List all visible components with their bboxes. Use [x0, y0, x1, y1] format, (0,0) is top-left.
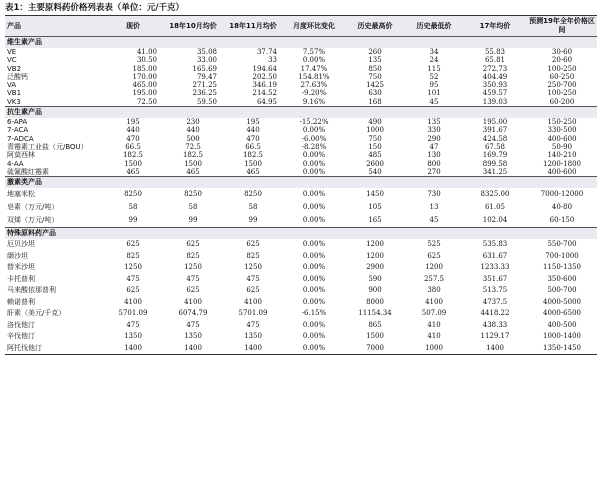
value-cell: 440 — [186, 126, 200, 135]
value-cell: 899.58 — [482, 159, 508, 168]
table-row — [5, 274, 597, 286]
value-cell: 59.50 — [196, 97, 217, 106]
value-cell: 1200 — [366, 240, 384, 249]
value-cell: 825 — [126, 251, 140, 260]
value-cell: 475 — [126, 320, 140, 329]
value-cell: 135 — [427, 118, 441, 127]
value-cell: 67.58 — [484, 142, 506, 151]
product-name-cell: VB1 — [7, 89, 22, 98]
section-title: 特殊原料药产品 — [5, 228, 597, 240]
value-cell: 400-600 — [547, 134, 577, 143]
value-cell: 540 — [368, 167, 382, 176]
product-name-cell: 6-APA — [7, 118, 28, 127]
value-cell: 0.00% — [302, 251, 326, 260]
section-header-row — [5, 107, 597, 119]
value-cell: 195 — [246, 118, 260, 127]
value-cell: 8250 — [244, 190, 262, 199]
value-cell: 490 — [368, 118, 382, 127]
table-row — [5, 81, 597, 89]
value-cell: 825 — [246, 251, 260, 260]
product-name-cell: 地塞米松 — [7, 190, 35, 199]
value-cell: 625 — [126, 240, 140, 249]
value-cell: 850 — [368, 64, 382, 73]
value-cell: 400-600 — [547, 167, 577, 176]
header-row — [5, 16, 597, 37]
value-cell: 272.73 — [482, 64, 508, 73]
value-cell: -8.28% — [301, 142, 327, 151]
table-row — [5, 151, 597, 159]
value-cell: 410 — [427, 320, 441, 329]
value-cell: 0.00% — [302, 126, 326, 135]
value-cell: 475 — [246, 320, 260, 329]
product-name-cell: 皂素（万元/吨） — [7, 203, 59, 212]
value-cell: -6.15% — [301, 309, 327, 318]
value-cell: 625 — [126, 286, 140, 295]
value-cell: 550-700 — [547, 240, 577, 249]
value-cell: 214.52 — [252, 89, 277, 98]
value-cell: 170.00 — [132, 72, 157, 81]
value-cell: 37.74 — [256, 48, 277, 56]
value-cell: -9.20% — [301, 89, 327, 98]
value-cell: 165.69 — [192, 64, 217, 73]
value-cell: 0.00% — [302, 274, 326, 283]
value-cell: 630 — [368, 89, 382, 98]
column-header: 月度环比变化 — [283, 16, 345, 37]
value-cell: 825 — [186, 251, 200, 260]
value-cell: 330-500 — [547, 126, 577, 135]
value-cell: 1500 — [184, 159, 202, 168]
value-cell: 250-700 — [547, 81, 577, 90]
value-cell: 465 — [186, 167, 200, 176]
value-cell: 30-60 — [551, 48, 573, 56]
table-row — [5, 48, 597, 56]
value-cell: 470 — [126, 134, 140, 143]
column-header: 预测19年全年价格区间 — [527, 16, 597, 37]
product-name-cell: 双烯（万元/吨） — [7, 216, 59, 225]
value-cell: 139.03 — [482, 97, 508, 106]
value-cell: 0.00% — [302, 320, 326, 329]
value-cell: 700-1000 — [545, 251, 579, 260]
value-cell: 1500 — [124, 159, 142, 168]
value-cell: 625 — [246, 240, 260, 249]
table-row — [5, 73, 597, 81]
value-cell: 0.00% — [302, 332, 326, 341]
value-cell: 400-500 — [547, 320, 577, 329]
product-name-cell: 7-ADCA — [7, 134, 34, 143]
value-cell: 0.00% — [302, 263, 326, 272]
value-cell: 195 — [126, 118, 140, 127]
product-name-cell: VE — [7, 48, 17, 56]
product-name-cell: VK3 — [7, 97, 21, 106]
value-cell: 105 — [368, 203, 382, 212]
value-cell: 4100 — [124, 297, 142, 306]
value-cell: 7000-12000 — [540, 190, 584, 199]
value-cell: 1500 — [366, 332, 384, 341]
value-cell: 99 — [128, 216, 138, 225]
value-cell: 507.09 — [421, 309, 447, 318]
value-cell: 182.5 — [122, 151, 144, 160]
value-cell: 1000-1400 — [543, 332, 581, 341]
value-cell: 99 — [188, 216, 198, 225]
value-cell: 60-250 — [549, 72, 575, 81]
value-cell: 290 — [427, 134, 441, 143]
value-cell: 150 — [368, 142, 382, 151]
value-cell: 500-700 — [547, 286, 577, 295]
value-cell: 525 — [427, 240, 441, 249]
value-cell: 730 — [427, 190, 441, 199]
value-cell: 79.47 — [196, 72, 217, 81]
value-cell: 750 — [368, 134, 382, 143]
value-cell: 4100 — [425, 297, 443, 306]
table-row — [5, 160, 597, 168]
product-name-cell: 阿莫西林 — [7, 151, 35, 160]
value-cell: 130 — [427, 151, 441, 160]
value-cell: 169.79 — [482, 151, 508, 160]
value-cell: 1000 — [405, 343, 463, 355]
value-cell: 4737.5 — [482, 297, 508, 306]
value-cell: 625 — [427, 251, 441, 260]
value-cell: 631.67 — [482, 251, 508, 260]
value-cell: 8000 — [366, 297, 384, 306]
value-cell: 4000-6500 — [543, 309, 581, 318]
value-cell: 40-80 — [551, 203, 573, 212]
value-cell: 350-600 — [547, 274, 577, 283]
value-cell: 8325.00 — [480, 190, 510, 199]
column-header: 历史最低价 — [405, 16, 463, 37]
value-cell: 95 — [429, 81, 439, 90]
value-cell: 475 — [186, 320, 200, 329]
value-cell: 6074.79 — [178, 309, 208, 318]
table-row — [5, 308, 597, 320]
value-cell: 0.00% — [302, 216, 326, 225]
value-cell: 0.00% — [283, 343, 345, 355]
value-cell: 194.64 — [252, 64, 277, 73]
table-row — [5, 239, 597, 251]
value-cell: 1250 — [184, 263, 202, 272]
value-cell: 1350 — [244, 332, 262, 341]
value-cell: 438.33 — [482, 320, 508, 329]
value-cell: 330 — [427, 126, 441, 135]
column-header: 产品 — [5, 16, 103, 37]
product-name-cell: 马来酸依那普利 — [7, 286, 56, 295]
value-cell: 2900 — [366, 263, 384, 272]
value-cell: 65.81 — [484, 56, 506, 65]
column-header: 现价 — [103, 16, 163, 37]
value-cell: 1200 — [366, 251, 384, 260]
value-cell: 257.5 — [423, 274, 445, 283]
value-cell: 1350 — [124, 332, 142, 341]
value-cell: 45 — [429, 216, 439, 225]
value-cell: 270 — [427, 167, 441, 176]
product-name-cell: 缬沙坦 — [7, 251, 28, 260]
value-cell: -15.22% — [299, 118, 329, 127]
value-cell: 750 — [368, 72, 382, 81]
value-cell: 230 — [186, 118, 200, 127]
value-cell: 20-60 — [551, 56, 573, 65]
value-cell: 1400 — [163, 343, 223, 355]
value-cell: 115 — [427, 64, 441, 73]
value-cell: 45 — [429, 97, 439, 106]
value-cell: 100-250 — [547, 89, 577, 98]
product-name-cell: 洛伐他汀 — [7, 320, 35, 329]
value-cell: 135 — [368, 56, 382, 65]
value-cell: 1400 — [103, 343, 163, 355]
value-cell: 1200 — [425, 263, 443, 272]
value-cell: 34 — [429, 48, 439, 56]
value-cell: 1250 — [244, 263, 262, 272]
value-cell: 350.93 — [482, 81, 508, 90]
value-cell: 195.00 — [482, 118, 508, 127]
value-cell: 1129.17 — [480, 332, 510, 341]
column-header: 17年均价 — [463, 16, 527, 37]
value-cell: 165 — [368, 216, 382, 225]
value-cell: 341.25 — [482, 167, 508, 176]
price-table — [5, 15, 597, 355]
product-name-cell: VA — [7, 81, 17, 90]
table-row — [5, 98, 597, 107]
value-cell: 0.00% — [302, 167, 326, 176]
value-cell: 61.05 — [484, 203, 506, 212]
value-cell: 58 — [128, 203, 138, 212]
value-cell: 27.63% — [300, 81, 328, 90]
value-cell: 513.75 — [482, 286, 508, 295]
value-cell: 625 — [186, 240, 200, 249]
table-row — [5, 168, 597, 177]
table-row — [5, 320, 597, 332]
value-cell: 5701.09 — [118, 309, 148, 318]
value-cell: 58 — [248, 203, 258, 212]
value-cell: 475 — [126, 274, 140, 283]
value-cell: 470 — [246, 134, 260, 143]
value-cell: 4000-5000 — [543, 297, 581, 306]
value-cell: 1000 — [366, 126, 384, 135]
value-cell: 900 — [368, 286, 382, 295]
value-cell: 465 — [126, 167, 140, 176]
value-cell: 440 — [246, 126, 260, 135]
value-cell: 424.58 — [482, 134, 508, 143]
value-cell: 1250 — [124, 263, 142, 272]
value-cell: 5701.09 — [238, 309, 268, 318]
column-header: 18年10月均价 — [163, 16, 223, 37]
value-cell: 1400 — [463, 343, 527, 355]
table-row — [5, 214, 597, 228]
table-row — [5, 331, 597, 343]
product-name-cell: 赖诺普利 — [7, 297, 35, 306]
table-row — [5, 297, 597, 309]
section-header-row — [5, 37, 597, 49]
value-cell: 33 — [268, 56, 277, 65]
table-title: 表1：主要原料药价格列表表（单位：元/千克） — [5, 3, 185, 13]
value-cell: 625 — [186, 286, 200, 295]
product-name-cell: 硫氰酸红霉素 — [7, 167, 49, 176]
value-cell: 1233.33 — [480, 263, 510, 272]
table-row — [5, 285, 597, 297]
value-cell: 410 — [427, 332, 441, 341]
value-cell: 154.81% — [298, 72, 330, 81]
product-name-cell: 泛酸钙 — [7, 72, 28, 81]
value-cell: 140-210 — [547, 151, 577, 160]
value-cell: 590 — [368, 274, 382, 283]
value-cell: 1200-1800 — [543, 159, 581, 168]
value-cell: 66.5 — [245, 142, 261, 151]
value-cell: 41.00 — [136, 48, 157, 56]
product-name-cell: 厄贝沙坦 — [7, 240, 35, 249]
value-cell: 168 — [368, 97, 382, 106]
value-cell: 0.00% — [302, 240, 326, 249]
value-cell: -6.00% — [301, 134, 327, 143]
table-body — [5, 37, 597, 355]
value-cell: 500 — [186, 134, 200, 143]
value-cell: 440 — [126, 126, 140, 135]
table-row — [5, 251, 597, 263]
value-cell: 865 — [368, 320, 382, 329]
value-cell: 625 — [246, 286, 260, 295]
value-cell: 101 — [427, 89, 441, 98]
product-name-cell: 4-AA — [7, 159, 24, 168]
value-cell: 1425 — [366, 81, 384, 90]
column-header: 历史最高价 — [345, 16, 405, 37]
value-cell: 8250 — [184, 190, 202, 199]
value-cell: 195.00 — [132, 89, 157, 98]
value-cell: 60-200 — [549, 97, 575, 106]
product-name-cell: 阿托伐他汀 — [5, 343, 103, 355]
value-cell: 535.83 — [482, 240, 508, 249]
value-cell: 58 — [188, 203, 198, 212]
value-cell: 4100 — [184, 297, 202, 306]
value-cell: 24 — [429, 56, 439, 65]
value-cell: 4100 — [244, 297, 262, 306]
value-cell: 800 — [427, 159, 441, 168]
value-cell: 2600 — [366, 159, 384, 168]
value-cell: 13 — [429, 203, 439, 212]
value-cell: 475 — [246, 274, 260, 283]
table-row — [5, 143, 597, 151]
value-cell: 236.25 — [192, 89, 217, 98]
value-cell: 30.50 — [136, 56, 157, 65]
product-name-cell: 7-ACA — [7, 126, 29, 135]
value-cell: 465 — [246, 167, 260, 176]
value-cell: 50-90 — [551, 142, 573, 151]
value-cell: 11154.34 — [358, 309, 392, 318]
value-cell: 17.47% — [300, 64, 328, 73]
value-cell: 64.95 — [256, 97, 277, 106]
value-cell: 351.67 — [482, 274, 508, 283]
value-cell: 150-250 — [547, 118, 577, 127]
table-row — [5, 201, 597, 214]
table-row — [5, 118, 597, 126]
value-cell: 55.83 — [484, 48, 506, 56]
value-cell: 52 — [429, 72, 439, 81]
value-cell: 33.00 — [196, 56, 217, 65]
value-cell: 0.00% — [302, 286, 326, 295]
value-cell: 260 — [368, 48, 382, 56]
section-title: 激素类产品 — [5, 177, 597, 189]
value-cell: 380 — [427, 286, 441, 295]
value-cell: 475 — [186, 274, 200, 283]
table-row — [5, 89, 597, 97]
value-cell: 202.50 — [252, 72, 277, 81]
table-row — [5, 343, 597, 355]
table-row — [5, 126, 597, 134]
value-cell: 485 — [368, 151, 382, 160]
value-cell: 465.00 — [132, 81, 157, 90]
product-name-cell: 青霉素工业盐（元/BOU） — [7, 142, 88, 151]
value-cell: 404.49 — [482, 72, 508, 81]
value-cell: 0.00% — [302, 56, 326, 65]
section-title: 维生素产品 — [5, 37, 597, 49]
value-cell: 0.00% — [302, 159, 326, 168]
value-cell: 346.19 — [252, 81, 277, 90]
table-row — [5, 56, 597, 64]
value-cell: 271.25 — [192, 81, 217, 90]
table-row — [5, 188, 597, 201]
product-name-cell: 辛伐他汀 — [7, 332, 35, 341]
value-cell: 1500 — [244, 159, 262, 168]
value-cell: 72.5 — [185, 142, 201, 151]
value-cell: 7.57% — [302, 48, 326, 56]
product-name-cell: 肝素（美元/千克） — [7, 309, 66, 318]
value-cell: 182.5 — [182, 151, 204, 160]
product-name-cell: 替米沙坦 — [7, 263, 35, 272]
value-cell: 0.00% — [302, 151, 326, 160]
value-cell: 100-250 — [547, 64, 577, 73]
value-cell: 72.50 — [136, 97, 157, 106]
value-cell: 7000 — [345, 343, 405, 355]
value-cell: 391.67 — [482, 126, 508, 135]
value-cell: 35.08 — [196, 48, 217, 56]
table-row — [5, 262, 597, 274]
value-cell: 1450 — [366, 190, 384, 199]
value-cell: 47 — [429, 142, 439, 151]
product-name-cell: VC — [7, 56, 17, 65]
value-cell: 459.57 — [482, 89, 508, 98]
value-cell: 66.5 — [125, 142, 141, 151]
value-cell: 60-150 — [549, 216, 575, 225]
value-cell: 102.04 — [482, 216, 508, 225]
value-cell: 0.00% — [302, 203, 326, 212]
value-cell: 1350-1450 — [527, 343, 597, 355]
product-name-cell: 卡托普利 — [7, 274, 35, 283]
product-name-cell: VB2 — [7, 64, 22, 73]
value-cell: 185.00 — [132, 64, 157, 73]
section-title: 抗生素产品 — [5, 107, 597, 119]
value-cell: 99 — [248, 216, 258, 225]
value-cell: 9.16% — [302, 97, 326, 106]
value-cell: 0.00% — [302, 297, 326, 306]
value-cell: 0.00% — [302, 190, 326, 199]
section-header-row — [5, 177, 597, 189]
value-cell: 1350 — [184, 332, 202, 341]
table-row — [5, 65, 597, 73]
column-header: 18年11月均价 — [223, 16, 283, 37]
value-cell: 8250 — [124, 190, 142, 199]
table-row — [5, 135, 597, 143]
value-cell: 182.5 — [242, 151, 264, 160]
value-cell: 4418.22 — [480, 309, 510, 318]
value-cell: 1400 — [223, 343, 283, 355]
value-cell: 1150-1350 — [543, 263, 581, 272]
section-header-row — [5, 228, 597, 240]
